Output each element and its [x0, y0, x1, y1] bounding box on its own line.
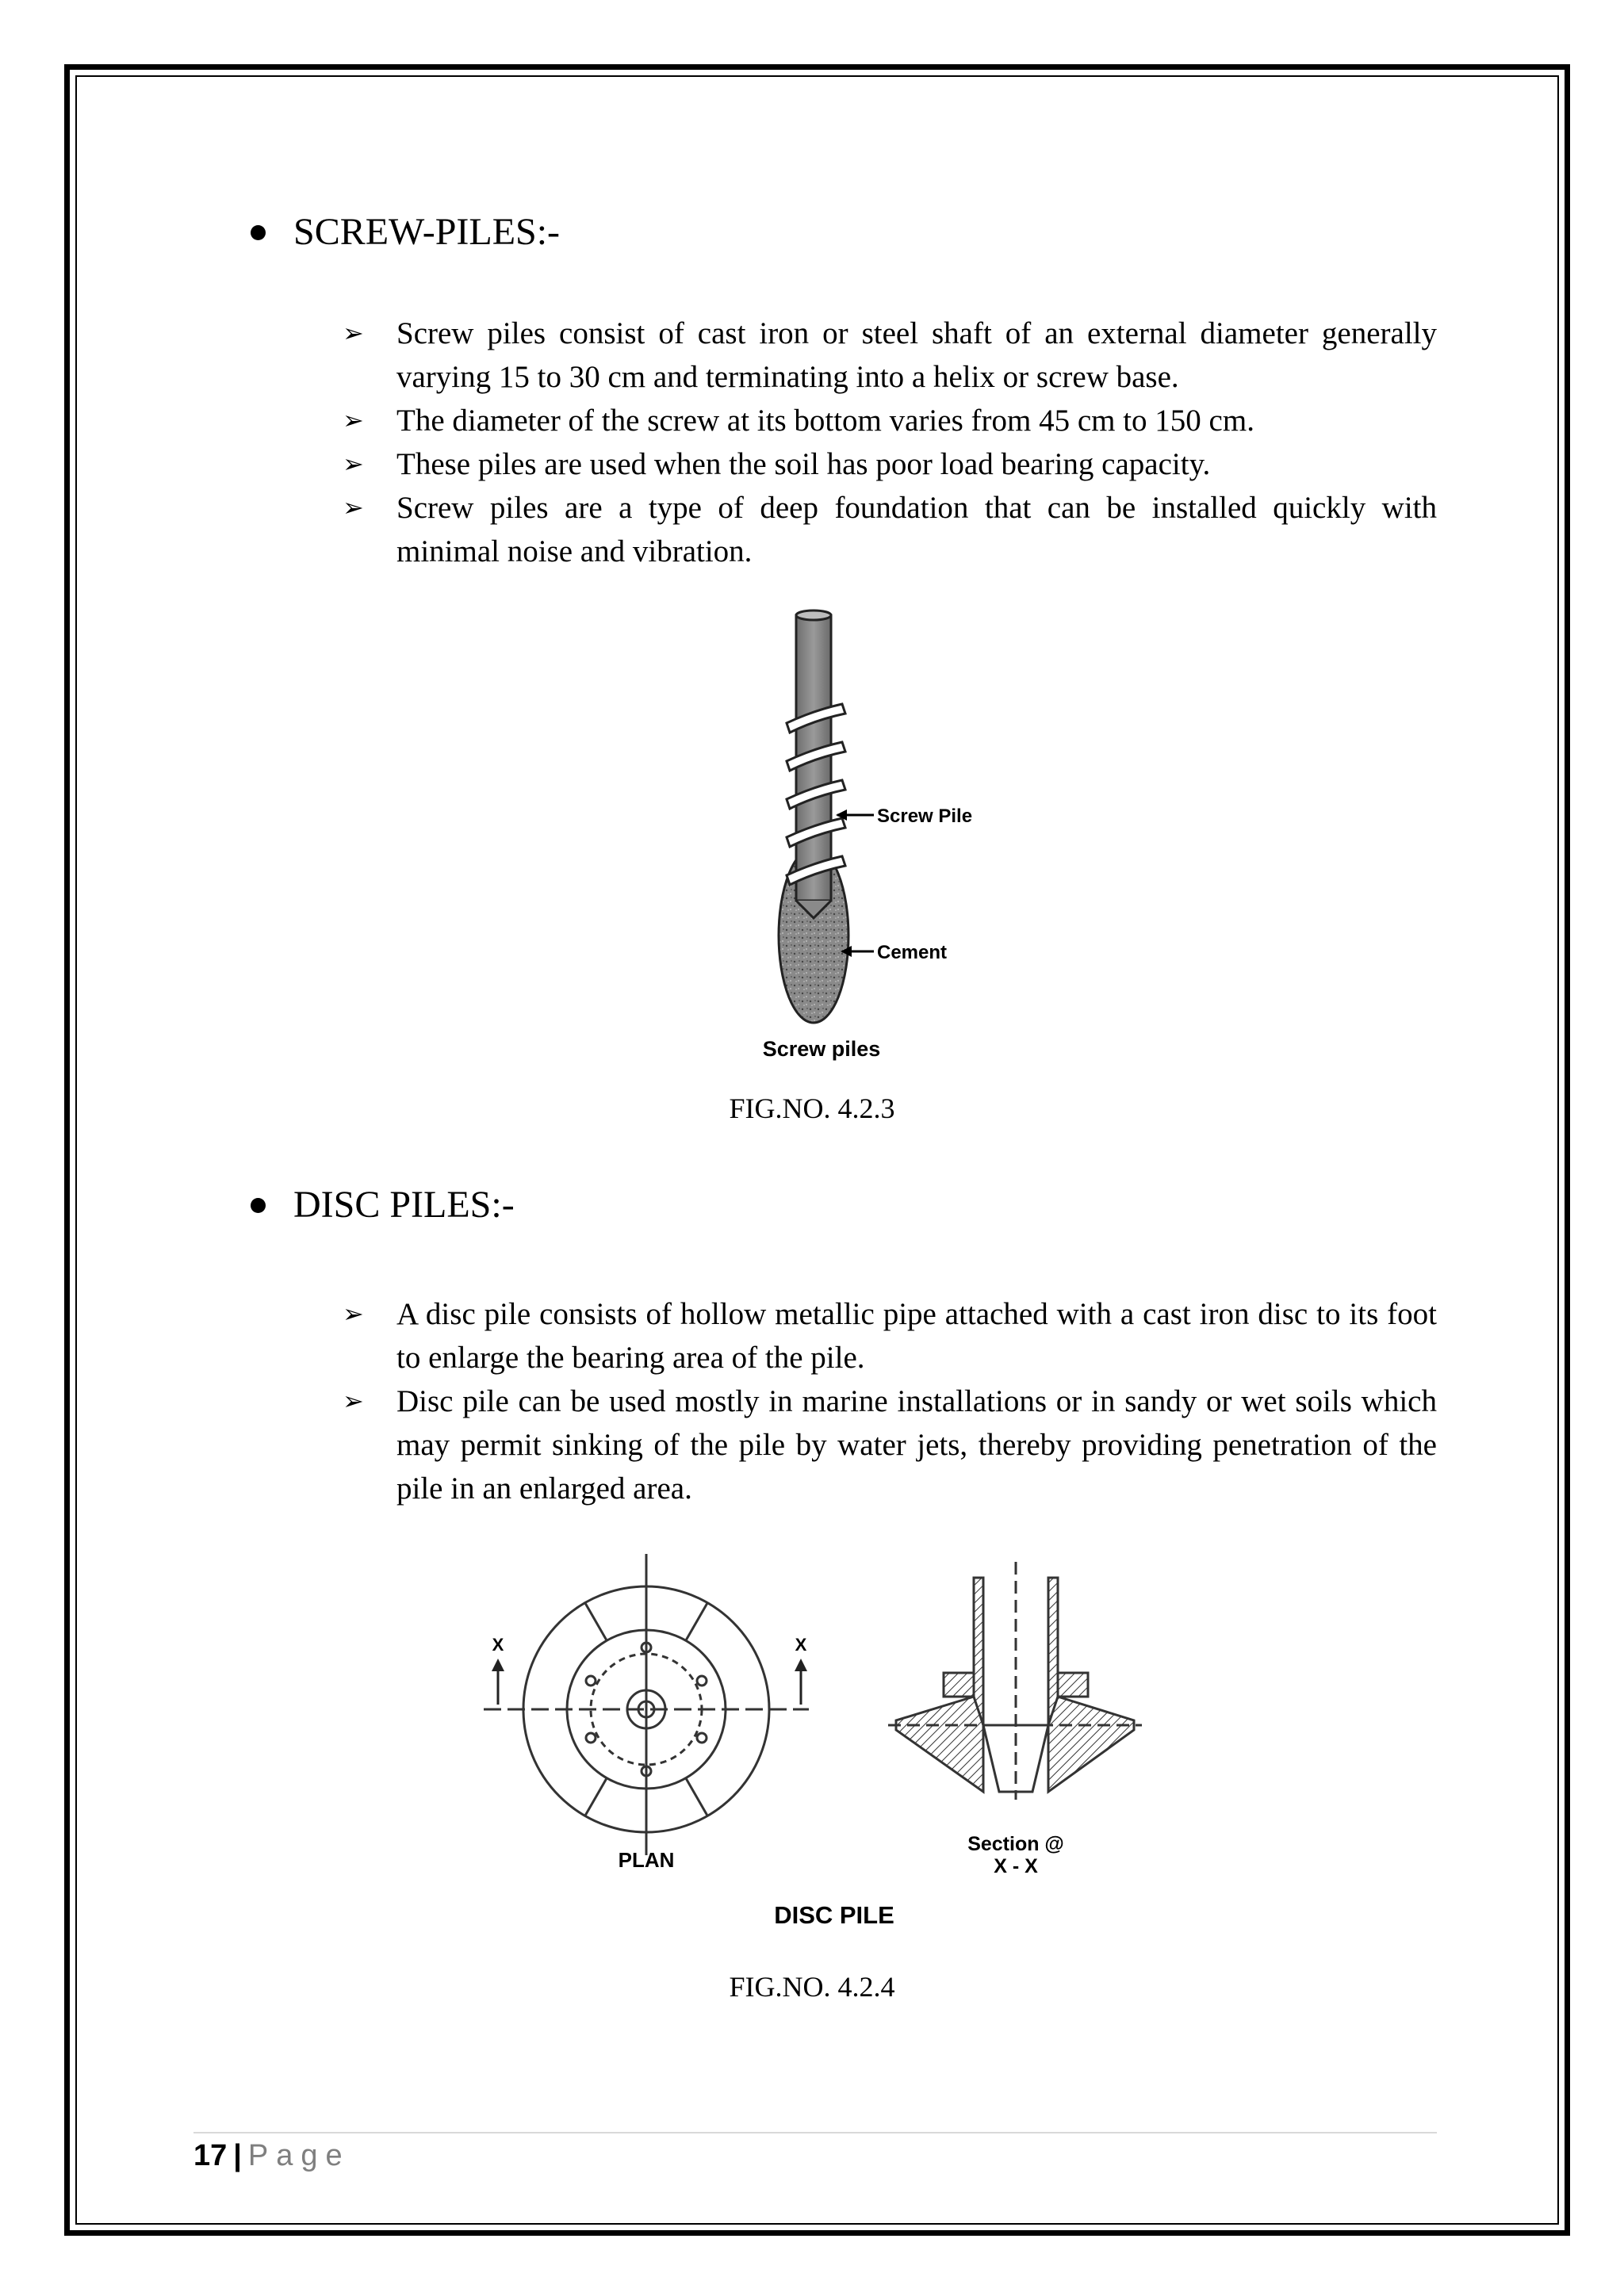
arrow-bullet-icon: ➢ — [343, 1299, 364, 1329]
list-item-text: These piles are used when the soil has poor load bearing capacity. — [396, 447, 1211, 481]
screw-pile-label: Screw Pile — [877, 806, 973, 827]
list-item — [343, 442, 1437, 486]
disc-piles-bullet-list — [343, 1292, 1437, 1510]
section-heading-disc-piles: DISC PILES:- — [293, 1184, 515, 1226]
section-view — [888, 1562, 1142, 1800]
list-item-text: Screw piles are a type of deep foundation that can be installed quickly with minimal noise and vibration. — [396, 491, 1437, 568]
plan-view — [484, 1554, 809, 1855]
arrow-bullet-icon: ➢ — [343, 1386, 364, 1416]
footer-divider — [193, 2132, 1437, 2133]
page-number: 17 — [193, 2139, 228, 2172]
screw-pile-figure — [714, 603, 1015, 1070]
arrow-bullet-icon: ➢ — [343, 318, 364, 348]
section-heading-screw-piles: SCREW-PILES:- — [293, 211, 561, 253]
list-item-text: Disc pile can be used mostly in marine installations or in sandy or wet soils which may permit sinking of the pile by water jets, thereby providing penetration of the pile in an enlarged area. — [396, 1384, 1437, 1506]
section-marker-left — [492, 1635, 504, 1705]
screw-piles-figure-title: Screw piles — [762, 1037, 881, 1061]
list-item — [343, 1380, 1437, 1510]
figure-caption-disc-piles: FIG.NO. 4.2.4 — [729, 1971, 895, 2003]
page-footer — [193, 2138, 350, 2173]
section-marker-label: X — [492, 1635, 504, 1655]
section-label-line1: Section @ — [967, 1833, 1064, 1855]
arrow-bullet-icon: ➢ — [343, 449, 364, 479]
list-item — [343, 1292, 1437, 1380]
plan-label: PLAN — [618, 1848, 675, 1872]
section-marker-label: X — [795, 1635, 807, 1655]
cement-label: Cement — [877, 942, 948, 963]
list-item-text: The diameter of the screw at its bottom varies from 45 cm to 150 cm. — [396, 404, 1254, 438]
list-item-text: A disc pile consists of hollow metallic pipe attached with a cast iron disc to its foot to enlarge the bearing area of the pile. — [396, 1297, 1437, 1375]
disc-pile-figure-title: DISC PILE — [774, 1901, 894, 1929]
footer-separator: | — [233, 2139, 242, 2172]
heading-bullet-icon — [251, 1198, 266, 1213]
list-item-text: Screw piles consist of cast iron or steel shaft of an external diameter generally varying 15 to 30 cm and terminating into a helix or screw base. — [396, 316, 1437, 394]
figure-caption-screw-piles: FIG.NO. 4.2.3 — [729, 1093, 895, 1124]
list-item — [343, 486, 1437, 573]
arrow-bullet-icon: ➢ — [343, 405, 364, 435]
list-item — [343, 399, 1437, 442]
section-marker-right — [795, 1635, 807, 1705]
arrow-bullet-icon: ➢ — [343, 492, 364, 522]
section-label-line2: X - X — [994, 1855, 1038, 1877]
disc-pile-figure — [476, 1554, 1174, 1934]
page-word: Page — [247, 2139, 350, 2172]
list-item — [343, 312, 1437, 399]
screw-piles-bullet-list — [343, 312, 1437, 573]
heading-bullet-icon — [251, 225, 266, 240]
